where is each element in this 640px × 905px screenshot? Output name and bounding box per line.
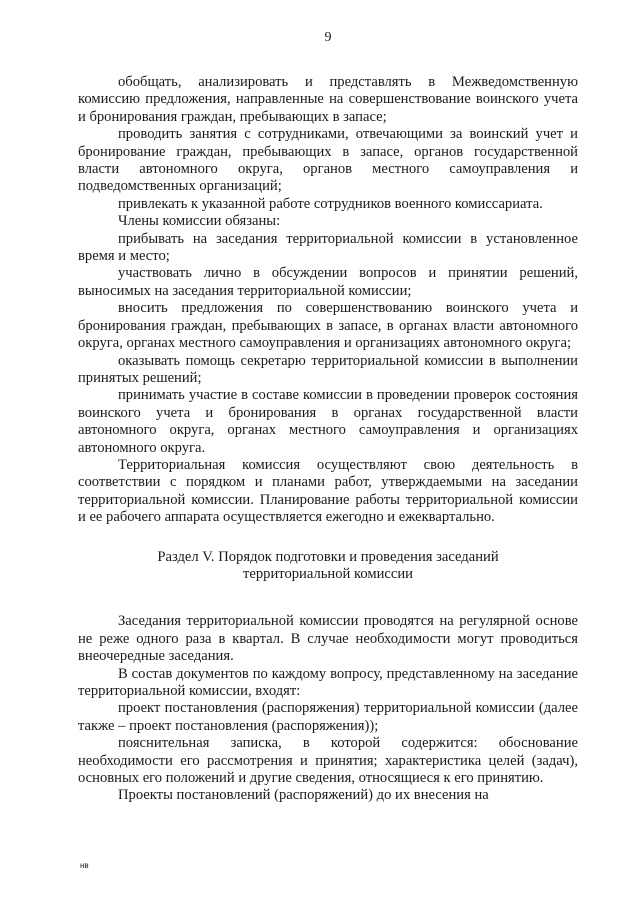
paragraph-assist-secretary: оказывать помощь секретарю территориальной комиссии в выполнении принятых решений; bbox=[78, 352, 578, 386]
section-heading bbox=[78, 549, 578, 584]
section-heading-line-2: территориальной комиссии bbox=[243, 565, 413, 582]
paragraph-attend-meetings: прибывать на заседания территориальной комиссии в установленное время и место; bbox=[78, 230, 578, 265]
paragraph-draft-resolution: проект постановления (распоряжения) территориальной комиссии (далее также – проект постановления (распоряжения)); bbox=[78, 700, 578, 734]
paragraph-involve-staff: привлекать к указанной работе сотрудников военного комиссариата. bbox=[118, 195, 543, 212]
paragraph-drafts-before-submission: Проекты постановлений (распоряжений) до их внесения на bbox=[118, 787, 489, 804]
paragraph-explanatory-note: пояснительная записка, в которой содержится: обоснование необходимости его рассмотрения и принятия; характеристика целей (задач), основных его положений и другие сведения, относящиеся к его принятию. bbox=[78, 735, 578, 787]
document-body bbox=[78, 74, 578, 805]
paragraph-documents-composition: В состав документов по каждому вопросу, представленному на заседание территориальной комиссии, входят: bbox=[78, 665, 578, 699]
paragraph-submit-proposals: вносить предложения по совершенствованию воинского учета и бронирования граждан, пребывающих в запасе, в органах власти автономного округа, органах местного самоуправления и организациях автономного округа; bbox=[78, 300, 578, 352]
footer-initials: нв bbox=[80, 861, 89, 870]
page-number: 9 bbox=[324, 30, 332, 45]
paragraph-meetings-frequency: Заседания территориальной комиссии проводятся на регулярной основе не реже одного раза в квартал. В случае необходимости могут проводиться внеочередные заседания. bbox=[78, 613, 578, 665]
paragraph-take-part-inspections: принимать участие в составе комиссии в проведении проверок состояния воинского учета и бронирования в органах государственной власти автономного округа, органах местного самоуправления и организациях автономного округа. bbox=[78, 387, 578, 456]
section-heading-line-1: Раздел V. Порядок подготовки и проведения заседаний bbox=[157, 548, 499, 565]
paragraph-members-obliged: Члены комиссии обязаны: bbox=[118, 213, 281, 230]
paragraph-summarize-proposals: обобщать, анализировать и представлять в Межведомственную комиссию предложения, направленные на совершенствование воинского учета и бронирования граждан, пребывающих в запасе; bbox=[78, 74, 578, 125]
paragraph-conduct-training: проводить занятия с сотрудниками, отвечающими за воинский учет и бронирование граждан, пребывающих в запасе, органов государственной власти автономного округа, органов местного самоуправления и подведомственных организаций; bbox=[78, 126, 578, 195]
paragraph-participate-discussion: участвовать лично в обсуждении вопросов и принятии решений, выносимых на заседания территориальной комиссии; bbox=[78, 265, 578, 299]
paragraph-commission-activity: Территориальная комиссия осуществляют свою деятельность в соответствии с порядком и планами работ, утверждаемыми на заседании территориальной комиссии. Планирование работы территориальной комиссии и ее рабочего аппарата осуществляется ежегодно и ежеквартально. bbox=[78, 456, 578, 526]
